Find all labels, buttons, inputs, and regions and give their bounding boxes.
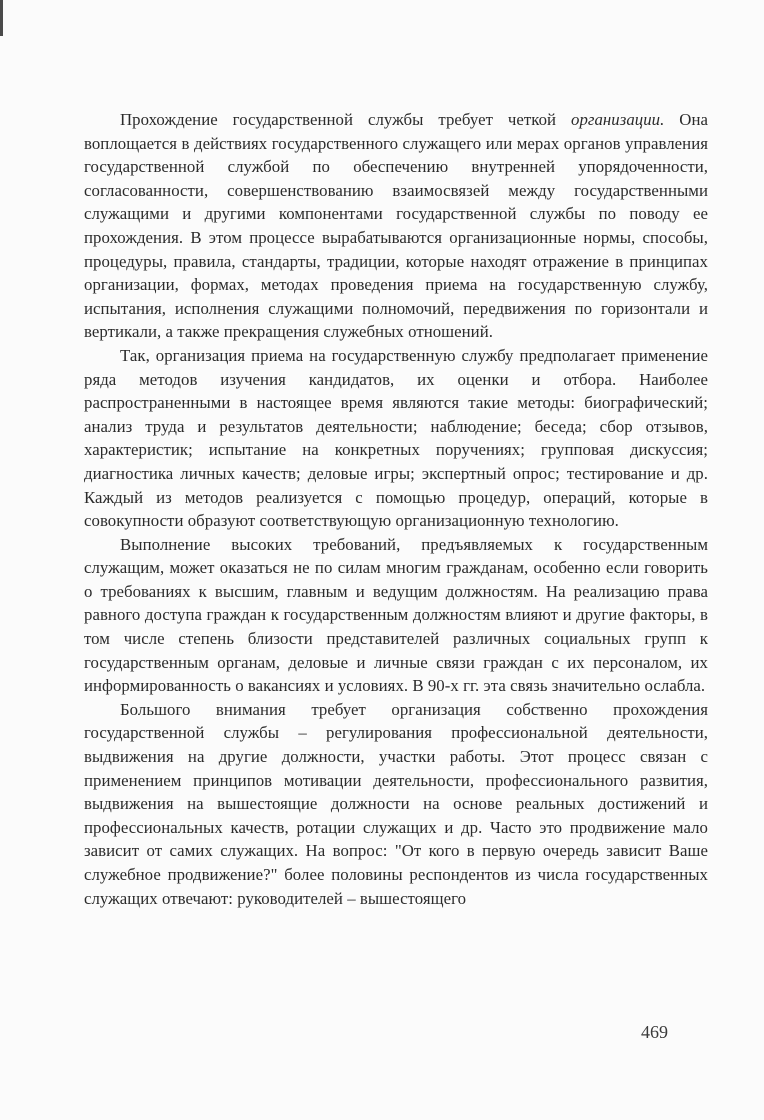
paragraph-1-lead: Прохождение государственной службы требует четкой <box>120 110 572 129</box>
paragraph-1-emphasis: организации. <box>571 110 665 129</box>
paragraph-3: Выполнение высоких требований, предъявляемых к государственным служащим, может оказаться не по силам многим гражданам, особенно если говорить о требованиях к высшим, главным и ведущим должностям. На реализацию права равного доступа граждан к государственным должностям влияют и другие факторы, в том числе степень близости представителей различных социальных групп к государственным органам, деловые и личные связи граждан с их персоналом, их информированность о вакансиях и условиях. В 90-х гг. эта связь значительно ослабла. <box>84 534 708 696</box>
page-edge-mark <box>0 0 3 36</box>
paragraph-2: Так, организация приема на государственную службу предполагает применение ряда методов изучения кандидатов, их оценки и отбора. Наиболее распространенными в настоящее время являются такие методы: биографический; анализ труда и результатов деятельности; наблюдение; беседа; сбор отзывов, характеристик; испытание на конкретных поручениях; групповая дискуссия; диагностика личных качеств; деловые игры; экспертный опрос; тестирование и др. Каждый из методов реализуется с помощью процедур, операций, которые в совокупности образуют соответствующую организационную технологию. <box>84 345 708 531</box>
page-number: 469 <box>641 1022 668 1042</box>
page-body <box>84 108 708 910</box>
paragraph-1 <box>84 108 708 344</box>
paragraph-4: Большого внимания требует организация собственно прохождения государственной службы – регулирования профессиональной деятельности, выдвижения на другие должности, участки работы. Этот процесс связан с применением принципов мотивации деятельности, профессионального развития, выдвижения на вышестоящие должности на основе реальных достижений и профессиональных качеств, ротации служащих и др. Часто это продвижение мало зависит от самих служащих. На вопрос: "От кого в первую очередь зависит Ваше служебное продвижение?" более половины респондентов из числа государственных служащих отвечают: руководителей – вышестоящего <box>84 699 708 908</box>
paragraph-1-rest: Она воплощается в действиях государственного служащего или мерах органов управления государственной службой по обеспечению внутренней упорядоченности, согласованности, совершенствованию взаимосвязей между государственными служащими и другими компонентами государственной службы по поводу ее прохождения. В этом процессе вырабатываются организационные нормы, способы, процедуры, правила, стандарты, традиции, которые находят отражение в принципах организации, формах, методах проведения приема на государственную службу, испытания, исполнения служащими полномочий, передвижения по горизонтали и вертикали, а также прекращения служебных отношений. <box>84 110 708 342</box>
